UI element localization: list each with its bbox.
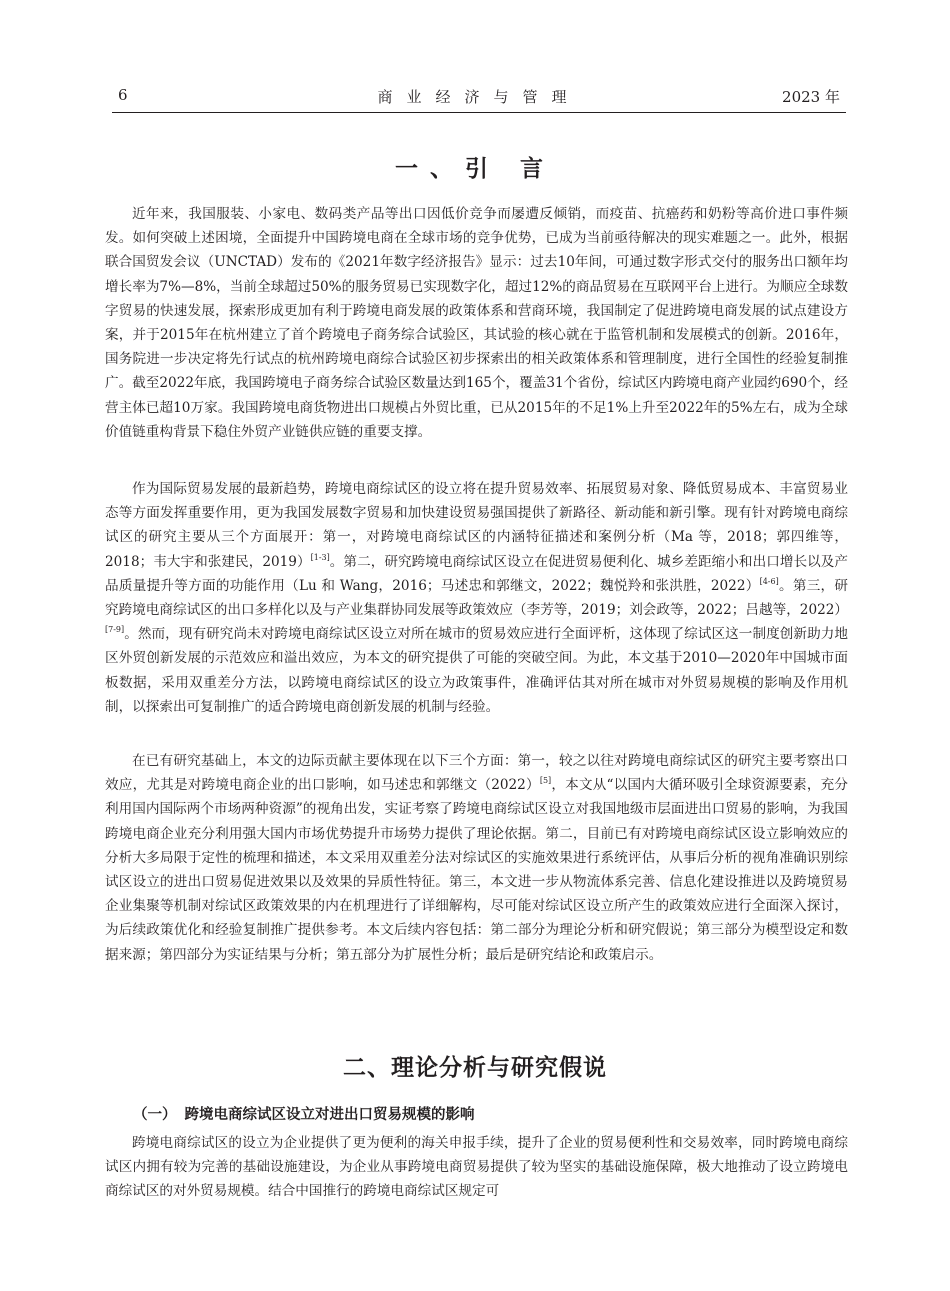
subsection-heading [133,1103,475,1124]
page-number: 6 [118,86,128,104]
paragraph-text: ，本文从“以国内大循环吸引全球资源要素，充分利用国内国际两个市场两种资源”的视角出发，实证考察了跨境电商综试区设立对我国地级市层面进出口贸易的影响，为我国跨境电商企业充分利用强大国内市场优势提升市场势力提供了理论依据。第二，目前已有对跨境电商综试区设立影响效应的分析大多局限于定性的梳理和描述，本文采用双重差分法对综试区的实施效果进行系统评估，从事后分析的视角准确识别综试区设立的进出口贸易促进效果以及效果的异质性特征。第三，本文进一步从物流体系完善、信息化建设推进以及跨境贸易企业集聚等机制对综试区政策效果的内在机理进行了详细解构，尽可能对综试区设立所产生的政策效应进行全面深入探讨，为后续政策优化和经验复制推广提供参考。本文后续内容包括：第二部分为理论分析和研究假说；第三部分为模型设定和数据来源；第四部分为实证结果与分析；第五部分为扩展性分析；最后是研究结论和政策启示。 [105,777,848,963]
body-paragraph [105,749,848,967]
running-header [112,86,846,113]
issue-year: 2023 年 [782,88,840,106]
subsection-number: （一） [133,1107,177,1123]
body-paragraph: 跨境电商综试区的设立为企业提供了更为便利的海关申报手续，提升了企业的贸易便利性和交易效率，同时跨境电商综试区内拥有较为完善的基础设施建设，为企业从事跨境电商贸易提供了较为坚实的基础设施保障，极大地推动了设立跨境电商综试区的对外贸易规模。结合中国推行的跨境电商综试区规定可 [105,1135,848,1200]
paragraph-text: 。第二，研究跨境电商综试区设立在促进贸易便利化、城乡差距缩小和出口增长以及产品质量提升等方面的功能作用（Lu 和 Wang，2016；马述忠和郭继文，2022；魏悦羚和张洪胜，2022） [105,553,848,594]
subsection-title: 跨境电商综试区设立对进出口贸易规模的影响 [184,1107,475,1123]
body-paragraph [105,477,848,719]
citation-ref[interactable]: [4-6] [759,576,779,586]
section-title-theory: 二、理论分析与研究假说 [343,1055,607,1081]
paragraph-text: 。第三，研究跨境电商综试区的出口多样化以及与产业集群协同发展等政策效应（李芳等，2019；刘会政等，2022；吕越等，2022） [105,577,849,619]
journal-name: 商业经济与管理 [377,88,581,106]
section-title-introduction: 一、引 言 [394,156,555,182]
paragraph-text: 。然而，现有研究尚未对跨境电商综试区设立对所在城市的贸易效应进行全面评析，这体现了综试区这一制度创新助力地区外贸创新发展的示范效应和溢出效应，为本文的研究提供了可能的突破空间。为此，本文基于2010—2020年中国城市面板数据，采用双重差分方法，以跨境电商综试区的设立为政策事件，准确评估其对所在城市对外贸易规模的影响及作用机制，以探索出可复制推广的适合跨境电商创新发展的机制与经验。 [105,626,848,715]
citation-ref[interactable]: [5] [539,776,552,786]
body-paragraph: 近年来，我国服装、小家电、数码类产品等出口因低价竞争而屡遭反倾销，而疫苗、抗癌药和奶粉等高价进口事件频发。如何突破上述困境，全面提升中国跨境电商在全球市场的竞争优势，已成为当前亟待解决的现实难题之一。此外，根据联合国贸发会议（UNCTAD）发布的《2021年数字经济报告》显示：过去10年间，可通过数字形式交付的服务出口额年均增长率为7%—8%，当前全球超过50%的服务贸易已实现数字化，超过12%的商品贸易在互联网平台上进行。为顺应全球数字贸易的快速发展，探索形成更加有利于跨境电商发展的政策体系和营商环境，我国制定了促进跨境电商发展的试点建设方案，并于2015年在杭州建立了首个跨境电子商务综合试验区，其试验的核心就在于监管机制和发展模式的创新。2016年，国务院进一步决定将先行试点的杭州跨境电商综合试验区初步探索出的相关政策体系和管理制度，进行全国性的经验复制推广。截至2022年底，我国跨境电子商务综合试验区数量达到165个，覆盖31个省份，综试区内跨境电商产业园约690个，经营主体已超10万家。我国跨境电商货物进出口规模占外贸比重，已从2015年的不足1%上升至2022年的5%左右，成为全球价值链重构背景下稳住外贸产业链供应链的重要支撑。 [105,206,848,440]
citation-ref[interactable]: [1-3] [310,552,330,562]
paragraph-text: 在已有研究基础上，本文的边际贡献主要体现在以下三个方面：第一，较之以往对跨境电商综试区的研究主要考察出口效应，尤其是对跨境电商企业的出口影响，如马述忠和郭继文（2022） [105,753,848,794]
paragraph-text: 作为国际贸易发展的最新趋势，跨境电商综试区的设立将在提升贸易效率、拓展贸易对象、降低贸易成本、丰富贸易业态等方面发挥重要作用，更为我国发展数字贸易和加快建设贸易强国提供了新路径、新动能和新引擎。现有针对跨境电商综试区的研究主要从三个方面展开：第一，对跨境电商综试区的内涵特征描述和案例分析（Ma 等，2018；郭四维等，2018；韦大宇和张建民，2019） [105,481,848,570]
citation-ref[interactable]: [7-9] [105,625,125,635]
